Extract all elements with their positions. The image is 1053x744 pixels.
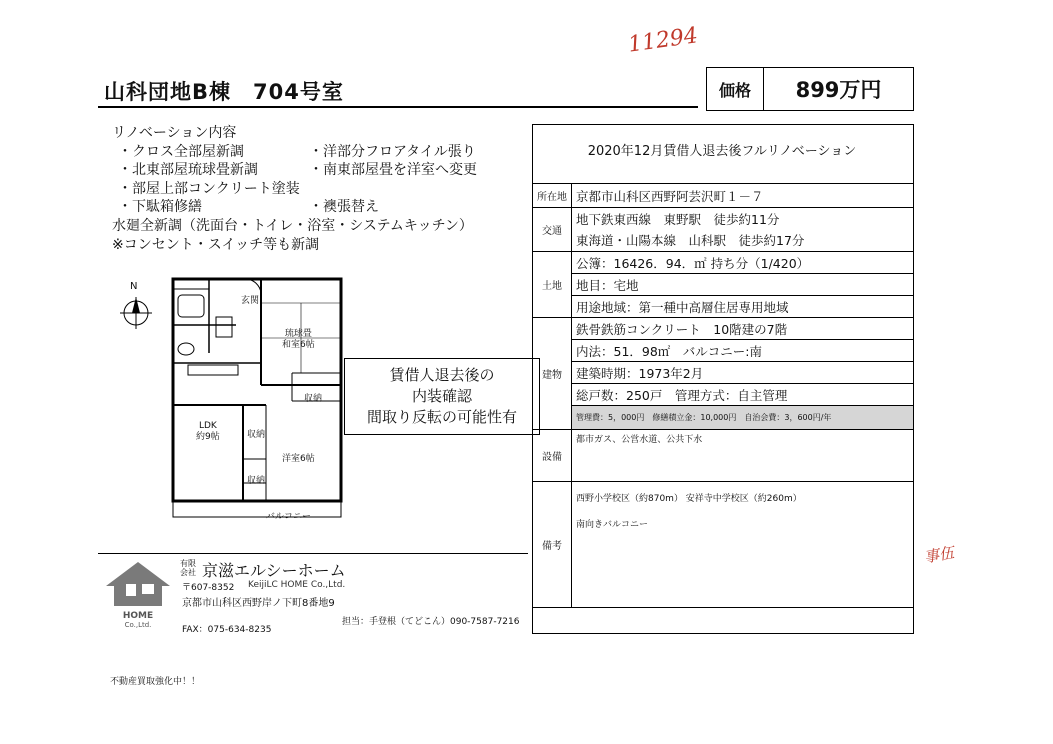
renovation-row: ・クロス全部屋新調 ・洋部分フロアタイル張り bbox=[118, 143, 476, 160]
renovation-row: ・北東部屋琉球畳新調 ・南東部屋畳を洋室へ変更 bbox=[118, 162, 477, 179]
renovation-outlets: ※コンセント・スイッチ等も新調 bbox=[112, 236, 320, 253]
equipment-label: 設備 bbox=[533, 430, 572, 482]
company-type: 有限 会社 bbox=[180, 559, 196, 577]
renovation-heading: リノベーション内容 bbox=[112, 125, 237, 141]
remarks-value bbox=[572, 482, 914, 608]
price-box bbox=[706, 67, 914, 111]
tatami-room-label: 琉球畳 和室6帖 bbox=[282, 329, 315, 350]
building-line: 建築時期：1973年2月 bbox=[572, 362, 914, 384]
company-contact: 担当：手登根（てどこん）090-7587-7216 bbox=[342, 617, 520, 627]
remarks-label: 備考 bbox=[533, 482, 572, 608]
equipment-value: 都市ガス、公営水道、公共下水 bbox=[572, 430, 914, 482]
logo-text: HOME bbox=[122, 611, 154, 621]
renovation-row: ・下駄箱修繕 ・襖張替え bbox=[118, 199, 379, 216]
building-label: 建物 bbox=[533, 318, 572, 430]
floor-plan bbox=[116, 273, 346, 527]
building-line: 内法：51．98㎡ バルコニー:南 bbox=[572, 340, 914, 362]
property-info-table bbox=[532, 183, 914, 608]
western-room-label: 洋室6帖 bbox=[282, 454, 315, 464]
footer-note: 不動産買取強化中！！ bbox=[110, 677, 201, 687]
storage-label-3: 収納 bbox=[247, 476, 266, 486]
land-line: 用途地域：第一種中高層住居専用地域 bbox=[572, 296, 914, 318]
notice-line: 間取り反転の可能性有 bbox=[366, 408, 517, 426]
balcony-label: バルコニー bbox=[266, 512, 312, 522]
remarks-line: 南向きバルコニー bbox=[576, 520, 649, 530]
renovation-list bbox=[112, 124, 477, 254]
notice-line: 賃借人退去後の bbox=[389, 366, 495, 384]
transport-line: 地下鉄東西線 東野駅 徒歩約11分 bbox=[572, 208, 914, 230]
compass-icon bbox=[120, 297, 152, 329]
handwritten-note: 事伍 bbox=[922, 543, 956, 567]
storage-label-1: 収納 bbox=[304, 394, 323, 404]
remarks-line: 西野小学校区（約870m） 安祥寺中学校区（約260m） bbox=[576, 494, 802, 504]
title-underline bbox=[98, 106, 698, 108]
fees-line: 管理費：5，000円 修繕積立金：10,000円 自治会費：3，600円/年 bbox=[572, 406, 914, 430]
address-value: 京都市山科区西野阿芸沢町１－７ bbox=[572, 184, 914, 208]
company-postal: 〒607-8352 bbox=[182, 583, 235, 593]
renovation-row: ・部屋上部コンクリート塗装 bbox=[118, 180, 300, 197]
company-name: 京滋エルシーホーム bbox=[202, 561, 346, 580]
land-label: 土地 bbox=[533, 252, 572, 318]
price-value: 899万円 bbox=[795, 78, 882, 102]
entrance-label: 玄関 bbox=[241, 296, 260, 306]
company-block bbox=[98, 553, 528, 634]
land-line: 地目：宅地 bbox=[572, 274, 914, 296]
notice-line: 内装確認 bbox=[411, 387, 472, 405]
renovation-water: 水廻全新調（洗面台・トイレ・浴室・システムキッチン） bbox=[112, 217, 473, 234]
property-title: 山科団地B棟 704号室 bbox=[104, 80, 344, 104]
renovation-header: 2020年12月賃借人退去後フルリノベーション bbox=[587, 144, 857, 159]
company-name-en: KeijiLC HOME Co.,Ltd. bbox=[248, 580, 346, 590]
notice-box bbox=[344, 358, 540, 435]
house-logo-icon bbox=[104, 560, 172, 608]
building-line: 総戸数：250戸 管理方式：自主管理 bbox=[572, 384, 914, 406]
transport-line: 東海道・山陽本線 山科駅 徒歩約17分 bbox=[572, 230, 914, 252]
compass-label: N bbox=[130, 281, 138, 292]
handwritten-number: 11294 bbox=[626, 23, 700, 58]
ldk-label: LDK 約9帖 bbox=[196, 421, 220, 442]
logo-subtext: Co.,Ltd. bbox=[124, 621, 152, 629]
company-address: 京都市山科区西野岸ノ下町8番地9 bbox=[182, 598, 335, 609]
transport-label: 交通 bbox=[533, 208, 572, 252]
address-label: 所在地 bbox=[533, 184, 572, 208]
land-line: 公簿：16426．94．㎡ 持ち分（1/420） bbox=[572, 252, 914, 274]
company-logo bbox=[104, 560, 172, 629]
company-fax: FAX：075-634-8235 bbox=[182, 625, 272, 635]
building-line: 鉄骨鉄筋コンクリート 10階建の7階 bbox=[572, 318, 914, 340]
storage-label-2: 収納 bbox=[247, 430, 266, 440]
price-label: 価格 bbox=[707, 68, 764, 110]
